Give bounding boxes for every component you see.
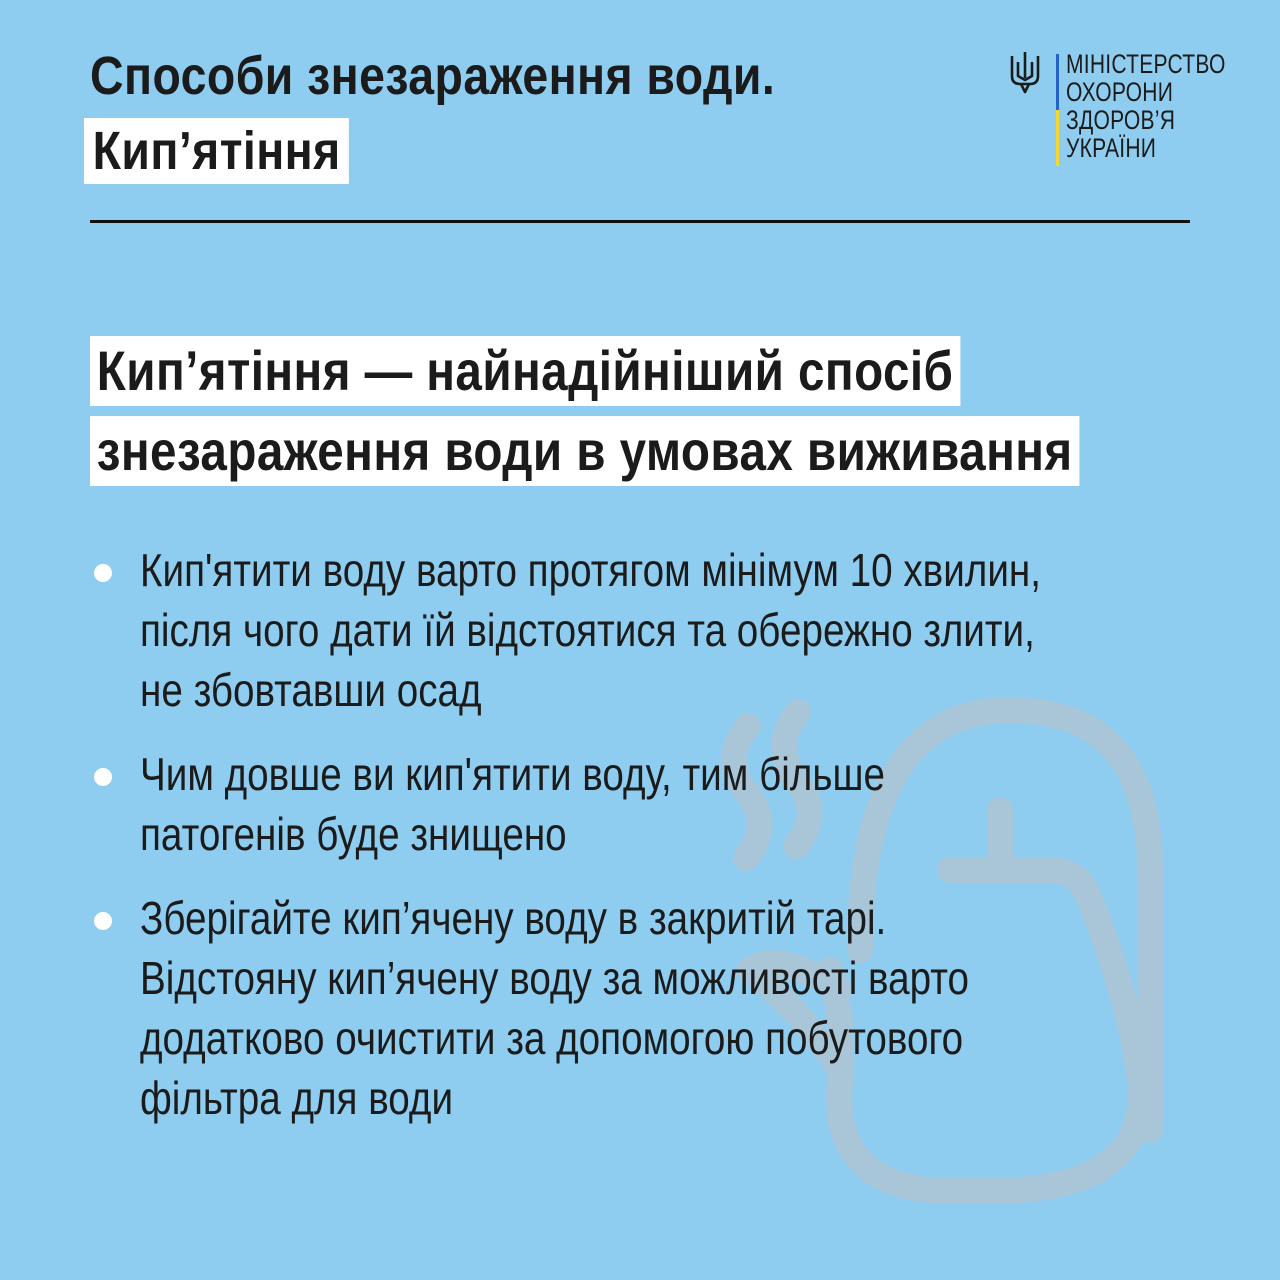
- page-title-line-2-highlight: [84, 118, 349, 184]
- logo-line: ОХОРОНИ: [1066, 77, 1174, 107]
- highlight-text-2: знезараження води в умовах виживання: [96, 419, 1073, 482]
- bullet-line: Зберігайте кип’ячену воду в закритій тарі.: [140, 892, 887, 944]
- list-item: [92, 888, 1232, 1128]
- bullet-dot: [94, 768, 112, 786]
- ministry-logo: [1008, 49, 1226, 170]
- bullet-text: [140, 744, 1057, 864]
- bullet-line: не збовтавши осад: [140, 664, 482, 716]
- bullet-line: Чим довше ви кип'ятити воду, тим більше: [140, 748, 885, 800]
- highlight-line-2: [90, 416, 1079, 486]
- bullet-line: додатково очистити за допомогою побутового: [140, 1012, 964, 1064]
- bullet-line: Відстояну кип’ячену воду за можливості варто: [140, 952, 970, 1004]
- bullet-dot: [94, 912, 112, 930]
- logo-line: ЗДОРОВ’Я: [1066, 105, 1176, 135]
- bullet-text: [140, 540, 1057, 720]
- bullet-line: після чого дати їй відстоятися та обережно злити,: [140, 604, 1035, 656]
- logo-color-bar: [1056, 54, 1060, 166]
- bullet-line: патогенів буде знищено: [140, 808, 567, 860]
- bullet-line: фільтра для води: [140, 1072, 454, 1124]
- list-item: [92, 744, 1232, 864]
- logo-bar-blue: [1056, 54, 1059, 110]
- logo-bar-yellow: [1056, 110, 1059, 166]
- bullet-text: [140, 888, 1057, 1128]
- bullet-list: [92, 540, 1232, 1152]
- highlight-line-1: [90, 336, 960, 406]
- bullet-line: Кип'ятити воду варто протягом мінімум 10 хвилин,: [140, 544, 1041, 596]
- highlight-text-1: Кип’ятіння — найнадійніший спосіб: [96, 339, 954, 402]
- header-divider: [90, 220, 1190, 223]
- logo-text: [1066, 50, 1226, 162]
- trident-icon: [1008, 50, 1042, 94]
- page-title-line-1: Способи знезараження води.: [90, 46, 776, 106]
- logo-line: МІНІСТЕРСТВО: [1066, 49, 1226, 79]
- bullet-dot: [94, 564, 112, 582]
- list-item: [92, 540, 1232, 720]
- page-title-line-2: Кип’ятіння: [92, 121, 341, 181]
- logo-line: УКРАЇНИ: [1066, 133, 1157, 163]
